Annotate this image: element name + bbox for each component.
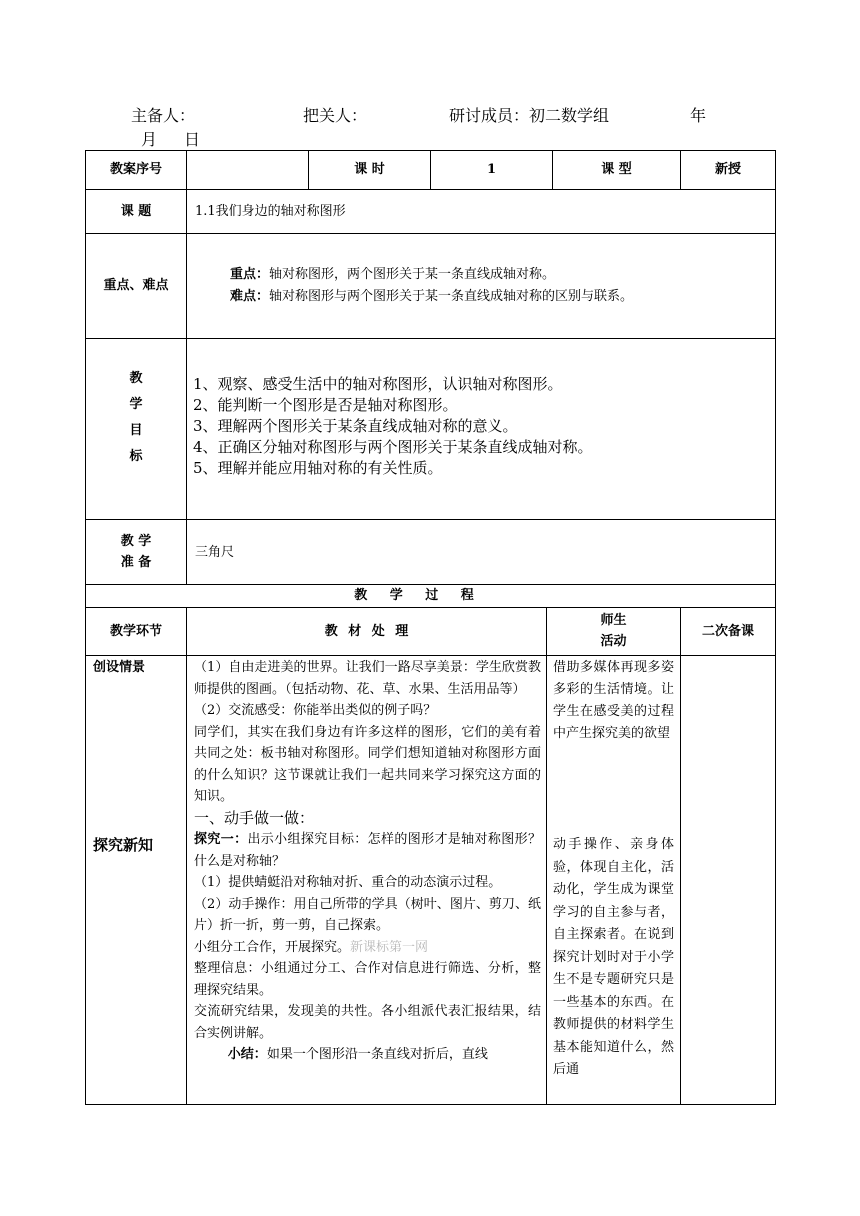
- stage-label: 探究新知: [93, 836, 154, 854]
- col-header-stage: 教学环节: [109, 623, 162, 639]
- lesson-number-value: [187, 151, 308, 189]
- header-members: 研讨成员：初二数学组: [449, 106, 610, 125]
- key-difficult-label: 重点、难点: [103, 278, 169, 293]
- goals-label-char: 学: [129, 397, 143, 412]
- key-point: [230, 264, 770, 286]
- goals-label-char: 目: [129, 423, 143, 438]
- lesson-number-label: 教案序号: [109, 162, 162, 177]
- second-prep-cell[interactable]: [681, 656, 775, 1104]
- header-reviewer: 把关人：: [303, 106, 368, 125]
- class-hours-label: 课 时: [354, 162, 385, 177]
- topic-value: 1.1我们身边的轴对称图形: [195, 204, 346, 219]
- difficult-point-text: 轴对称图形与两个图形关于某一条直线成轴对称的区别与联系。: [269, 289, 634, 304]
- content-paragraph: 交流研究结果，发现美的共性。各小组派代表汇报结果，结合实例讲解。: [194, 1004, 541, 1041]
- activity-text-2: 动手操作、亲身体验，体现自主化，活动化，学生成为课堂学习的自主参与者，自主探索者。在说到探究计划时对于小学生不是专题研究只是一些基本的东西。在教师提供的材料学生基本能知道什么，然后通: [553, 837, 674, 1077]
- explore-one-text: 出示小组探究目标：怎样的图形才是轴对称图形？什么是对称轴？: [194, 832, 541, 869]
- prep-label: [86, 531, 186, 573]
- key-point-text: 轴对称图形，两个图形关于某一条直线成轴对称。: [269, 267, 556, 282]
- col-header-content: 教 材 处 理: [324, 623, 409, 639]
- goal-item: 5、理解并能应用轴对称的有关性质。: [193, 459, 443, 477]
- activity-text-1: 借助多媒体再现多姿多彩的生活情境。让学生在感受美的过程中产生探究美的欲望: [553, 660, 674, 741]
- content-paragraph: [194, 829, 541, 872]
- explore-one-label: 探究一：: [194, 832, 248, 847]
- col-header-activity: [547, 610, 680, 652]
- difficult-point-label: 难点：: [230, 289, 270, 304]
- prep-label-line2: 准 备: [120, 555, 152, 570]
- content-paragraph: [194, 937, 541, 959]
- lesson-type-value: 新授: [714, 162, 741, 177]
- process-content: [194, 657, 541, 1066]
- group-work-text: 小组分工合作，开展探究。: [194, 939, 351, 955]
- summary-label: 小结：: [227, 1047, 267, 1062]
- goal-item: 3、理解两个图形关于某条直线成轴对称的意义。: [193, 417, 518, 435]
- prep-label-line1: 教 学: [120, 534, 152, 549]
- summary-text: 如果一个图形沿一条直线对折后，直线: [266, 1047, 488, 1062]
- content-paragraph: 整理信息：小组通过分工、合作对信息进行筛选、分析，整理探究结果。: [194, 961, 541, 998]
- prep-value: 三角尺: [195, 545, 235, 560]
- content-paragraph: （1）自由走进美的世界。让我们一路尽享美景：学生欣赏教师提供的图画。（包括动物、花、草、水果、生活用品等）: [194, 660, 541, 697]
- goal-item: 4、正确区分轴对称图形与两个图形关于某条直线成轴对称。: [193, 438, 593, 456]
- content-paragraph: （2）动手操作：用自己所带的学具（树叶、图片、剪刀、纸片）折一折，剪一剪，自己探索。: [194, 896, 541, 933]
- header-preparer: 主备人：: [131, 106, 196, 125]
- topic-label: 课 题: [120, 203, 152, 219]
- key-point-label: 重点：: [230, 267, 270, 282]
- goal-item: 1、观察、感受生活中的轴对称图形，认识轴对称图形。: [193, 375, 563, 393]
- goals-label-char: 标: [129, 449, 143, 464]
- content-heading: 一、动手做一做：: [194, 808, 315, 827]
- class-hours-value: 1: [486, 162, 497, 177]
- col-header-activity-line1: 师生: [600, 613, 627, 628]
- goal-item: 2、能判断一个图形是否是轴对称图形。: [193, 396, 458, 414]
- lesson-type-label: 课 型: [601, 162, 632, 177]
- goals-label-char: 教: [129, 371, 143, 386]
- header-month: 月: [141, 130, 158, 149]
- col-header-activity-line2: 活动: [600, 634, 627, 649]
- watermark: 新课标第一网: [350, 939, 429, 955]
- stage-label: 创设情景: [93, 660, 146, 675]
- goals-label: [86, 366, 186, 470]
- content-paragraph: [194, 1044, 541, 1066]
- header-day: 日: [184, 130, 201, 149]
- content-paragraph: 同学们，其实在我们身边有许多这样的图形，它们的美有着共同之处：板书轴对称图形。同学们想知道轴对称图形方面的什么知识？这节课就让我们一起共同来学习探究这方面的知识。: [194, 724, 541, 804]
- header-year: 年: [690, 106, 707, 125]
- content-paragraph: （1）提供蜻蜓沿对称轴对折、重合的动态演示过程。: [194, 875, 502, 890]
- col-header-second-prep: 二次备课: [701, 623, 754, 639]
- process-title: 教 学 过 程: [354, 588, 474, 603]
- content-paragraph: （2）交流感受：你能举出类似的例子吗？: [194, 703, 437, 718]
- difficult-point: [230, 286, 770, 308]
- goals-list: [193, 374, 768, 479]
